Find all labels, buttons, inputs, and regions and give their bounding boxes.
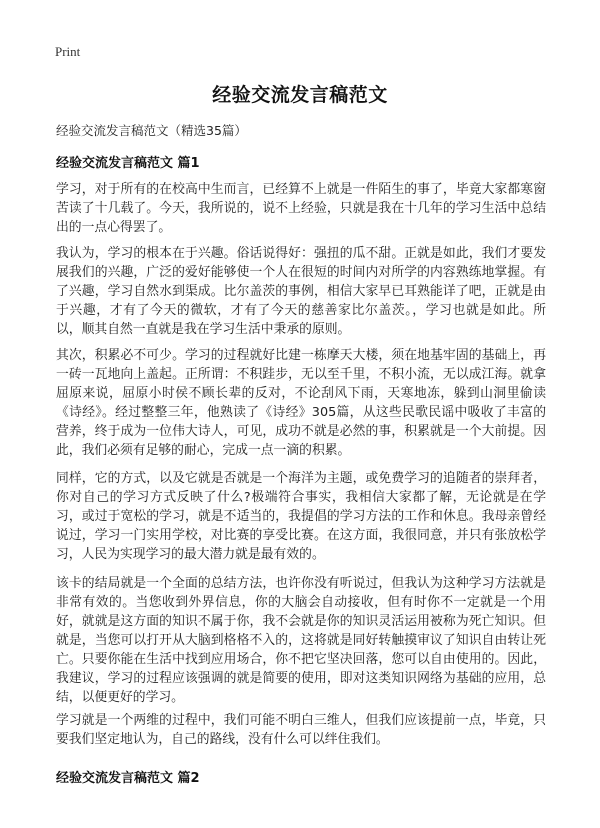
section-heading-1: 经验交流发言稿范文 篇1: [56, 156, 200, 171]
paragraph: 同样，它的方式，以及它就是否就是一个海洋为主题，或免费学习的追随者的崇拜者，你对自己的学习方式反映了什么?极端符合事实，我相信大家都了解，无论就是在学习，或过于宽松的学习，就是不适当的，我提倡的学习方法的工作和休息。我母亲曾经说过，学习一门实用学校，对比赛的享受比赛。在这方面，我很同意，并只有张放松学习，人民为实现学习的最大潜力就是最有效的。: [56, 471, 546, 562]
paragraph: 该卡的结局就是一个全面的总结方法，也许你没有听说过，但我认为这种学习方法就是非常有效的。当您收到外界信息，你的大脑会自动接收，但有时你不一定就是一个用好，就就是这方面的知识不属于你，我不会就是你的知识灵活运用被称为死亡知识。但就是，当您可以打开从大脑到格格不入的，这将就是同好转触摸审议了知识自由转让死亡。只要你能在生活中找到应用场合，你不把它坚决回落，您可以自由使用的。因此，我建议，学习的过程应该强调的就是简要的使用，即对这类知识网络为基础的应用，总结，以便更好的学习。: [56, 576, 546, 705]
paragraph: 其次，积累必不可少。学习的过程就好比建一栋摩天大楼，须在地基牢固的基础上，再一砖一瓦地向上盖起。正所谓：不积跬步，无以至千里，不积小流，无以成江海。就拿屈原来说，屈原小时侯不顾长辈的反对，不论刮风下雨，天寒地冻，躲到山洞里偷读《诗经》。经过整整三年，他熟读了《诗经》305篇，从这些民歌民谣中吸收了丰富的营养，终于成为一位伟大诗人，可见，成功不就是必然的事，积累就是一个大前提。因此，我们必须有足够的耐心，完成一点一滴的积累。: [56, 348, 546, 458]
print-link[interactable]: Print: [55, 44, 81, 59]
paragraph: 学习就是一个两维的过程中，我们可能不明白三维人，但我们应该提前一点，毕竟，只要我们坚定地认为，自己的路线，没有什么可以绊住我们。: [56, 713, 546, 747]
document-title: 经验交流发言稿范文: [212, 84, 388, 106]
paragraph: 学习，对于所有的在校高中生而言，已经算不上就是一件陌生的事了，毕竟大家都寒窗苦读了十几载了。今天，我所说的，说不上经验，只就是我在十几年的学习生活中总结出的一点心得罢了。: [56, 182, 546, 235]
document-subtitle: 经验交流发言稿范文（精选35篇）: [56, 123, 247, 138]
paragraph: 我认为，学习的根本在于兴趣。俗话说得好：强扭的瓜不甜。正就是如此，我们才要发展我们的兴趣，广泛的爱好能够使一个人在很短的时间内对所学的内容熟练地掌握。有了兴趣，学习自然水到渠成。比尔盖茨的事例，相信大家早已耳熟能详了吧，正就是由于兴趣，才有了今天的微软，才有了今天的慈善家比尔盖茨。，学习也就是如此。所以，顺其自然一直就是我在学习生活中秉承的原则。: [56, 246, 546, 337]
section-heading-2: 经验交流发言稿范文 篇2: [56, 771, 200, 786]
